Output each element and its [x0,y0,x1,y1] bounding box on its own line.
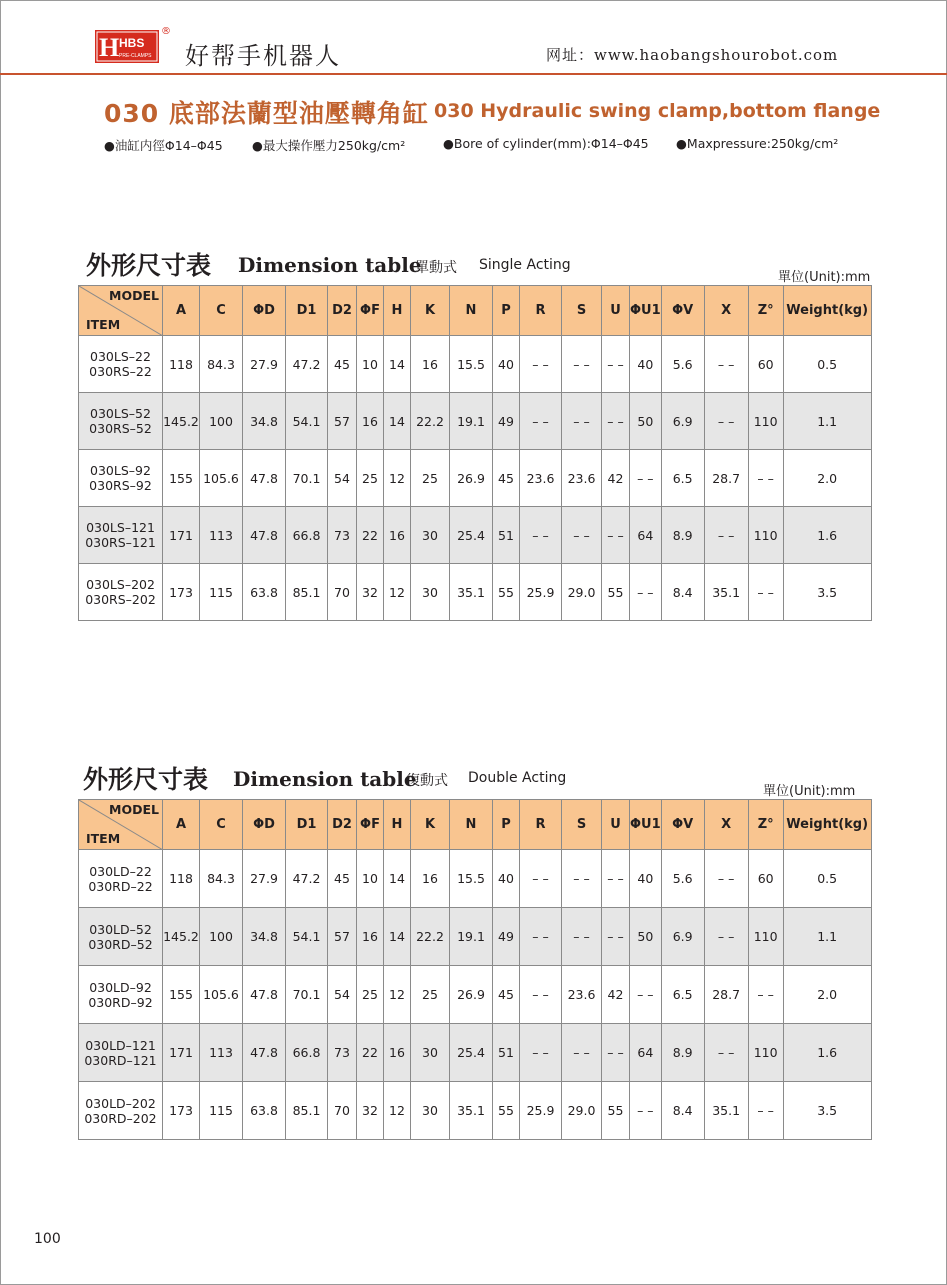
value-cell: 55 [602,564,630,621]
value-cell: – – [602,908,630,966]
value-cell: 73 [328,507,357,564]
value-cell: – – [630,966,662,1024]
single-type-cn: 單動式 [415,260,457,276]
value-cell: 70.1 [286,966,328,1024]
value-cell: – – [704,507,748,564]
value-cell: – – [630,1082,662,1140]
column-header: U [602,800,630,850]
value-cell: 27.9 [243,336,286,393]
value-cell: 110 [748,393,783,450]
value-cell: 47.2 [286,850,328,908]
value-cell: 115 [200,564,243,621]
page-title-cn: 030 底部法蘭型油壓轉角缸 [104,99,429,128]
value-cell: 40 [630,850,662,908]
value-cell: 55 [493,564,520,621]
value-cell: 45 [328,336,357,393]
value-cell: – – [704,850,748,908]
value-cell: 1.1 [783,908,871,966]
table-row [79,450,872,507]
column-header: ΦV [661,286,704,336]
column-header: S [562,286,602,336]
value-cell: 8.9 [661,1024,704,1082]
item-cell [79,564,163,621]
column-header: ΦF [357,800,384,850]
table-row [79,908,872,966]
value-cell: – – [562,393,602,450]
double-type-cn: 復動式 [406,773,448,789]
column-header: Weight(kg) [783,800,871,850]
value-cell: – – [520,966,562,1024]
value-cell: 30 [411,1024,450,1082]
spec-pressure-cn: ●最大操作壓力250kg/cm² [252,138,406,153]
column-header: K [411,800,450,850]
value-cell: 29.0 [562,1082,602,1140]
value-cell: – – [562,336,602,393]
value-cell: – – [704,1024,748,1082]
value-cell: 42 [602,450,630,507]
item-cell [79,966,163,1024]
value-cell: 1.1 [783,393,871,450]
value-cell: 1.6 [783,507,871,564]
value-cell: 26.9 [450,450,493,507]
value-cell: 1.6 [783,1024,871,1082]
item-cell [79,393,163,450]
item-cell [79,507,163,564]
item-model: 030RS–22 [89,364,152,379]
column-header: R [520,286,562,336]
value-cell: 70 [328,564,357,621]
item-cell [79,908,163,966]
value-cell: – – [602,336,630,393]
table-row [79,336,872,393]
column-header: S [562,800,602,850]
column-header: N [450,800,493,850]
value-cell: 34.8 [243,393,286,450]
value-cell: 30 [411,1082,450,1140]
value-cell: 6.9 [661,393,704,450]
value-cell: 45 [493,450,520,507]
value-cell: 12 [384,966,411,1024]
double-acting-table [78,799,872,1140]
value-cell: 49 [493,393,520,450]
value-cell: 16 [357,393,384,450]
corner-model-label: MODEL [109,802,159,817]
value-cell: 28.7 [704,966,748,1024]
value-cell: 63.8 [243,1082,286,1140]
column-header: D1 [286,800,328,850]
header-corner [79,286,163,336]
value-cell: – – [520,507,562,564]
value-cell: – – [748,966,783,1024]
value-cell: – – [630,450,662,507]
item-model: 030RD–121 [84,1052,157,1068]
value-cell: 47.8 [243,1024,286,1082]
table-header-row [79,800,872,850]
item-model: 030RD–52 [88,936,153,952]
value-cell: 84.3 [200,336,243,393]
value-cell: 110 [748,507,783,564]
value-cell: 23.6 [520,450,562,507]
corner-item-label: ITEM [86,831,121,846]
column-header: H [384,286,411,336]
svg-text:H: H [99,33,120,62]
value-cell: 16 [357,908,384,966]
value-cell: 23.6 [562,450,602,507]
value-cell: – – [602,393,630,450]
value-cell: 100 [200,908,243,966]
column-header: P [493,286,520,336]
corner-model-label: MODEL [109,288,159,303]
value-cell: 27.9 [243,850,286,908]
item-model: 030RS–202 [85,592,156,607]
value-cell: 54 [328,450,357,507]
value-cell: – – [562,507,602,564]
column-header: A [163,800,200,850]
item-model: 030LD–92 [89,979,152,995]
corner-item-label: ITEM [86,317,121,332]
value-cell: 173 [163,1082,200,1140]
value-cell: 51 [493,1024,520,1082]
value-cell: 57 [328,393,357,450]
value-cell: 54 [328,966,357,1024]
column-header: X [704,800,748,850]
value-cell: 12 [384,564,411,621]
value-cell: 45 [328,850,357,908]
value-cell: 118 [163,850,200,908]
column-header: D2 [328,800,357,850]
table-row [79,507,872,564]
value-cell: 51 [493,507,520,564]
page-number: 100 [34,1231,61,1247]
value-cell: – – [602,1024,630,1082]
value-cell: 25 [357,966,384,1024]
value-cell: 171 [163,1024,200,1082]
item-model: 030LS–92 [90,463,151,478]
column-header: ΦU1 [630,800,662,850]
value-cell: 63.8 [243,564,286,621]
value-cell: 25 [411,966,450,1024]
value-cell: 40 [493,850,520,908]
logo-text: HBS [119,36,145,50]
value-cell: 47.2 [286,336,328,393]
column-header: ΦF [357,286,384,336]
value-cell: 173 [163,564,200,621]
logo-sub: PRE-CLAMPS [119,53,152,59]
value-cell: 50 [630,908,662,966]
value-cell: 8.4 [661,564,704,621]
double-title-en: Dimension table [233,767,417,791]
value-cell: 66.8 [286,507,328,564]
item-model: 030RD–22 [88,878,153,894]
value-cell: 171 [163,507,200,564]
item-model: 030RS–52 [89,421,152,436]
value-cell: 66.8 [286,1024,328,1082]
value-cell: 50 [630,393,662,450]
page-title-en: 030 Hydraulic swing clamp,bottom flange [434,100,881,122]
item-cell [79,450,163,507]
hbs-logo [95,30,159,63]
value-cell: – – [520,850,562,908]
spec-pressure-en: ●Maxpressure:250kg/cm² [676,136,839,151]
value-cell: 32 [357,1082,384,1140]
column-header: Weight(kg) [783,286,871,336]
value-cell: – – [520,908,562,966]
value-cell: 155 [163,450,200,507]
value-cell: 6.5 [661,966,704,1024]
value-cell: 25.9 [520,564,562,621]
value-cell: 19.1 [450,908,493,966]
column-header: C [200,286,243,336]
value-cell: 16 [411,336,450,393]
item-model: 030LD–121 [85,1037,156,1053]
value-cell: – – [748,1082,783,1140]
item-model: 030RS–92 [89,478,152,493]
value-cell: 25 [411,450,450,507]
value-cell: 12 [384,1082,411,1140]
column-header: K [411,286,450,336]
value-cell: 105.6 [200,450,243,507]
value-cell: 30 [411,507,450,564]
value-cell: 64 [630,1024,662,1082]
value-cell: 22.2 [411,908,450,966]
value-cell: 16 [384,507,411,564]
value-cell: – – [520,1024,562,1082]
column-header: N [450,286,493,336]
value-cell: 14 [384,393,411,450]
value-cell: 40 [493,336,520,393]
value-cell: 22.2 [411,393,450,450]
value-cell: 115 [200,1082,243,1140]
value-cell: – – [704,393,748,450]
value-cell: 25 [357,450,384,507]
website-url: 网址：www.haobangshourobot.com [546,46,839,64]
value-cell: 16 [384,1024,411,1082]
column-header: H [384,800,411,850]
value-cell: 5.6 [661,336,704,393]
table-row [79,393,872,450]
value-cell: 12 [384,450,411,507]
value-cell: 6.9 [661,908,704,966]
item-cell [79,1024,163,1082]
column-header: D2 [328,286,357,336]
column-header: Z° [748,286,783,336]
item-cell [79,336,163,393]
value-cell: 23.6 [562,966,602,1024]
table-header-row [79,286,872,336]
single-acting-table [78,285,872,621]
value-cell: 26.9 [450,966,493,1024]
item-model: 030RS–121 [85,535,156,550]
column-header: C [200,800,243,850]
column-header: U [602,286,630,336]
item-model: 030LD–52 [89,921,152,937]
value-cell: – – [704,908,748,966]
value-cell: – – [704,336,748,393]
value-cell: 60 [748,850,783,908]
single-title-cn: 外形尺寸表 [86,251,212,280]
value-cell: 155 [163,966,200,1024]
value-cell: 47.8 [243,450,286,507]
value-cell: 100 [200,393,243,450]
value-cell: – – [602,850,630,908]
value-cell: – – [630,564,662,621]
column-header: ΦU1 [630,286,662,336]
column-header: ΦD [243,286,286,336]
item-cell [79,1082,163,1140]
value-cell: 55 [493,1082,520,1140]
value-cell: 5.6 [661,850,704,908]
value-cell: 42 [602,966,630,1024]
column-header: ΦD [243,800,286,850]
item-cell [79,850,163,908]
item-model: 030RD–92 [88,994,153,1010]
column-header: ΦV [661,800,704,850]
item-model: 030LS–121 [86,520,155,535]
value-cell: 145.2 [163,393,200,450]
value-cell: 55 [602,1082,630,1140]
value-cell: 3.5 [783,564,871,621]
value-cell: – – [520,393,562,450]
value-cell: 85.1 [286,1082,328,1140]
value-cell: 19.1 [450,393,493,450]
header-corner [79,800,163,850]
value-cell: 110 [748,908,783,966]
item-model: 030RD–202 [84,1110,157,1126]
value-cell: 0.5 [783,336,871,393]
value-cell: 35.1 [450,1082,493,1140]
column-header: Z° [748,800,783,850]
column-header: R [520,800,562,850]
value-cell: 35.1 [704,564,748,621]
column-header: A [163,286,200,336]
value-cell: 16 [411,850,450,908]
value-cell: – – [562,850,602,908]
column-header: P [493,800,520,850]
value-cell: 29.0 [562,564,602,621]
double-title-cn: 外形尺寸表 [83,765,209,794]
single-unit: 單位(Unit):mm [778,270,871,285]
column-header: D1 [286,286,328,336]
value-cell: – – [748,450,783,507]
item-model: 030LS–202 [86,577,155,592]
item-model: 030LS–52 [90,406,151,421]
value-cell: 14 [384,336,411,393]
table-row [79,1024,872,1082]
value-cell: 34.8 [243,908,286,966]
value-cell: 14 [384,908,411,966]
value-cell: 40 [630,336,662,393]
registered-mark: ® [161,26,171,37]
value-cell: – – [562,1024,602,1082]
value-cell: 25.4 [450,507,493,564]
single-title-en: Dimension table [238,253,422,277]
value-cell: 45 [493,966,520,1024]
value-cell: – – [602,507,630,564]
value-cell: – – [520,336,562,393]
item-model: 030LS–22 [90,349,151,364]
value-cell: 57 [328,908,357,966]
item-model: 030LD–22 [89,863,152,879]
value-cell: 113 [200,1024,243,1082]
header-divider [0,73,947,75]
value-cell: 47.8 [243,966,286,1024]
value-cell: 49 [493,908,520,966]
item-model: 030LD–202 [85,1095,156,1111]
spec-bore-cn: ●油缸内徑Φ14–Φ45 [104,138,223,153]
double-type-en: Double Acting [468,770,567,786]
value-cell: 25.9 [520,1082,562,1140]
value-cell: – – [562,908,602,966]
value-cell: 35.1 [450,564,493,621]
value-cell: 3.5 [783,1082,871,1140]
value-cell: 145.2 [163,908,200,966]
value-cell: 2.0 [783,450,871,507]
value-cell: 84.3 [200,850,243,908]
table-row [79,966,872,1024]
value-cell: 0.5 [783,850,871,908]
spec-bore-en: ●Bore of cylinder(mm):Φ14–Φ45 [443,136,649,151]
value-cell: 47.8 [243,507,286,564]
value-cell: 15.5 [450,850,493,908]
value-cell: 60 [748,336,783,393]
value-cell: 118 [163,336,200,393]
value-cell: 25.4 [450,1024,493,1082]
value-cell: – – [748,564,783,621]
value-cell: 70.1 [286,450,328,507]
value-cell: 113 [200,507,243,564]
column-header: X [704,286,748,336]
brand-name: 好帮手机器人 [185,42,341,70]
value-cell: 54.1 [286,908,328,966]
double-unit: 單位(Unit):mm [763,784,856,799]
value-cell: 8.4 [661,1082,704,1140]
table-row [79,850,872,908]
single-type-en: Single Acting [479,257,571,273]
value-cell: 28.7 [704,450,748,507]
value-cell: 110 [748,1024,783,1082]
value-cell: 6.5 [661,450,704,507]
table-row [79,564,872,621]
value-cell: 73 [328,1024,357,1082]
value-cell: 85.1 [286,564,328,621]
value-cell: 32 [357,564,384,621]
value-cell: 54.1 [286,393,328,450]
value-cell: 15.5 [450,336,493,393]
value-cell: 105.6 [200,966,243,1024]
value-cell: 10 [357,850,384,908]
value-cell: 22 [357,507,384,564]
value-cell: 2.0 [783,966,871,1024]
value-cell: 22 [357,1024,384,1082]
value-cell: 35.1 [704,1082,748,1140]
value-cell: 8.9 [661,507,704,564]
value-cell: 64 [630,507,662,564]
value-cell: 10 [357,336,384,393]
value-cell: 30 [411,564,450,621]
table-row [79,1082,872,1140]
value-cell: 70 [328,1082,357,1140]
value-cell: 14 [384,850,411,908]
